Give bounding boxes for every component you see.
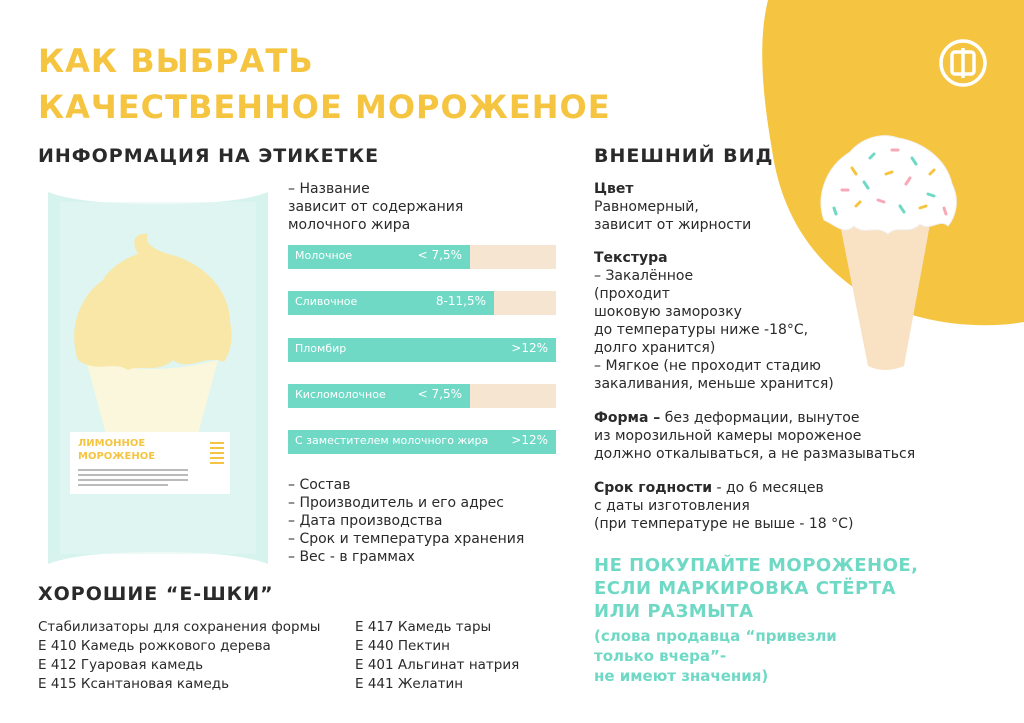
ice-cream-package-illustration xyxy=(38,182,278,574)
form-title: Форма – xyxy=(594,410,661,426)
name-line-3: молочного жира xyxy=(288,217,411,233)
additive-item: Е 415 Ксантановая камедь xyxy=(38,676,230,692)
warning-line: НЕ ПОКУПАЙТЕ МОРОЖЕНОЕ, xyxy=(594,555,919,576)
texture-line: до температуры ниже -18°С, xyxy=(594,322,809,338)
shelf-line: (при температуре не выше - 18 °С) xyxy=(594,516,854,532)
package-label-line2: МОРОЖЕНОЕ xyxy=(78,451,156,462)
fat-bar-plombir xyxy=(288,338,556,362)
fat-bar-cream xyxy=(288,291,556,315)
fat-bar-label: С заместителем молочного жира xyxy=(295,434,489,447)
label-info-heading: ИНФОРМАЦИЯ НА ЭТИКЕТКЕ xyxy=(38,145,380,167)
label-list-item: – Срок и температура хранения xyxy=(288,531,525,547)
fat-bar-milk xyxy=(288,245,556,269)
warning-line: ИЛИ РАЗМЫТА xyxy=(594,601,754,622)
warning-note-line: (слова продавца “привезли xyxy=(594,627,837,645)
fat-bar-label: Молочное xyxy=(295,249,353,262)
form-line: должно откалываться, а не размазываться xyxy=(594,446,916,462)
page-title-line2: КАЧЕСТВЕННОЕ МОРОЖЕНОЕ xyxy=(38,88,611,126)
fat-bar-value: 8-11,5% xyxy=(435,294,486,308)
texture-line: долго хранится) xyxy=(594,340,716,356)
additive-item: Е 440 Пектин xyxy=(355,638,450,654)
form-line-1 xyxy=(594,409,859,427)
shelf-line-1 xyxy=(594,479,824,497)
logo-icon xyxy=(938,38,988,88)
additive-item: Е 410 Камедь рожкового дерева xyxy=(38,638,271,654)
fat-bar-value: < 7,5% xyxy=(417,387,462,401)
additive-item: Е 417 Камедь тары xyxy=(355,619,492,635)
fat-bar-value: >12% xyxy=(511,341,548,355)
fat-bar-value: >12% xyxy=(511,433,548,447)
label-list-item: – Дата производства xyxy=(288,513,443,529)
form-line: из морозильной камеры мороженое xyxy=(594,428,862,444)
fat-bar-substitute xyxy=(288,430,556,454)
package-label-line1: ЛИМОННОЕ xyxy=(78,438,146,449)
texture-line: закаливания, меньше хранится) xyxy=(594,376,834,392)
color-line: зависит от жирности xyxy=(594,217,752,233)
warning-note-line: только вчера”- xyxy=(594,647,727,665)
additive-item: Е 401 Альгинат натрия xyxy=(355,657,520,673)
page-title-line1: КАК ВЫБРАТЬ xyxy=(38,42,314,80)
shelf-text: - до 6 месяцев xyxy=(712,480,824,496)
fat-bar-value: < 7,5% xyxy=(417,248,462,262)
texture-title: Текстура xyxy=(594,250,668,266)
appearance-heading: ВНЕШНИЙ ВИД xyxy=(594,145,774,167)
texture-line: (проходит xyxy=(594,286,670,302)
color-line: Равномерный, xyxy=(594,199,699,215)
shelf-title: Срок годности xyxy=(594,480,713,496)
warning-note-line: не имеют значения) xyxy=(594,667,769,685)
fat-bar-label: Пломбир xyxy=(295,342,347,355)
warning-line: ЕСЛИ МАРКИРОВКА СТЁРТА xyxy=(594,578,896,599)
form-text: без деформации, вынутое xyxy=(660,410,860,426)
label-list-item: – Производитель и его адрес xyxy=(288,495,504,511)
texture-line: – Закалённое xyxy=(594,268,694,284)
fat-bar-sour-milk xyxy=(288,384,556,408)
additives-heading: ХОРОШИЕ “Е-ШКИ” xyxy=(38,583,274,605)
ice-cream-cone-illustration xyxy=(812,128,962,378)
fat-bar-label: Сливочное xyxy=(295,295,358,308)
name-line-2: зависит от содержания xyxy=(288,199,464,215)
additive-item: Е 441 Желатин xyxy=(355,676,464,692)
color-title: Цвет xyxy=(594,181,634,197)
name-line-1: – Название xyxy=(288,181,370,197)
fat-bar-label: Кисломолочное xyxy=(295,388,386,401)
additive-item: Стабилизаторы для сохранения формы xyxy=(38,619,321,635)
shelf-line: с даты изготовления xyxy=(594,498,750,514)
texture-line: шоковую заморозку xyxy=(594,304,742,320)
label-list-item: – Вес - в граммах xyxy=(288,549,415,565)
label-list-item: – Состав xyxy=(288,477,351,493)
texture-line: – Мягкое (не проходит стадию xyxy=(594,358,821,374)
additive-item: Е 412 Гуаровая камедь xyxy=(38,657,204,673)
